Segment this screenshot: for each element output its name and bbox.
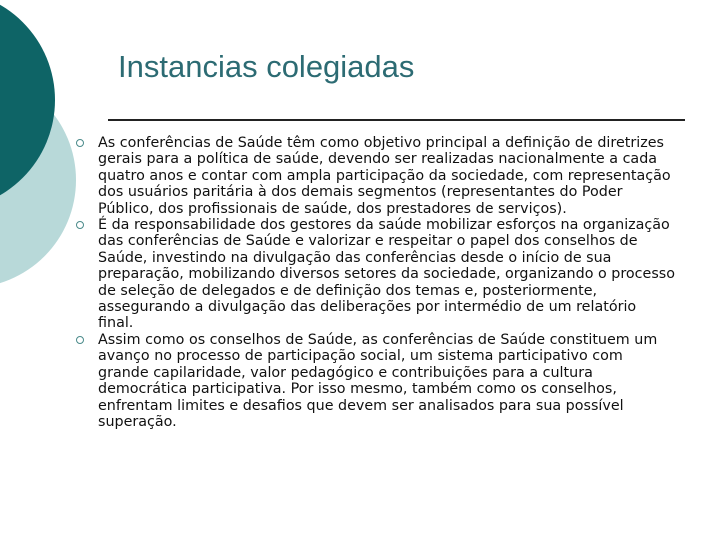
bullet-text: Assim como os conselhos de Saúde, as conferências de Saúde constituem um avanço no processo de participação social, um sistema participativo com grande capilaridade, valor pedagógico e contribuições para a cultura democrática participativa. Por isso mesmo, também como os conselhos, enfrentam limites e desafios que devem ser analisados para sua possível superação.	[98, 331, 658, 430]
bullet-item	[76, 332, 676, 430]
bullet-item	[76, 217, 676, 332]
circle-bullet-icon	[76, 139, 84, 147]
bullet-list	[76, 135, 676, 430]
bullet-text: As conferências de Saúde têm como objetivo principal a definição de diretrizes gerais para a política de saúde, devendo ser realizadas nacionalmente a cada quatro anos e contar com ampla participação da sociedade, com representação dos usuários paritária à dos demais segmentos (representantes do Poder Público, dos profissionais de saúde, dos prestadores de serviços).	[98, 135, 671, 217]
circle-bullet-icon	[76, 336, 84, 344]
circle-bullet-icon	[76, 221, 84, 229]
title-divider	[108, 119, 685, 121]
bullet-item	[76, 135, 676, 217]
bullet-text: É da responsabilidade dos gestores da saúde mobilizar esforços na organização das conferências de Saúde e valorizar e respeitar o papel dos conselhos de Saúde, investindo na divulgação das conferências desde o início de sua preparação, mobilizando diversos setores da sociedade, organizando o processo de seleção de delegados e de definição dos temas e, posteriormente, assegurando a divulgação das deliberações por intermédio de um relatório final.	[98, 217, 675, 332]
slide-title: Instancias colegiadas	[118, 49, 415, 84]
